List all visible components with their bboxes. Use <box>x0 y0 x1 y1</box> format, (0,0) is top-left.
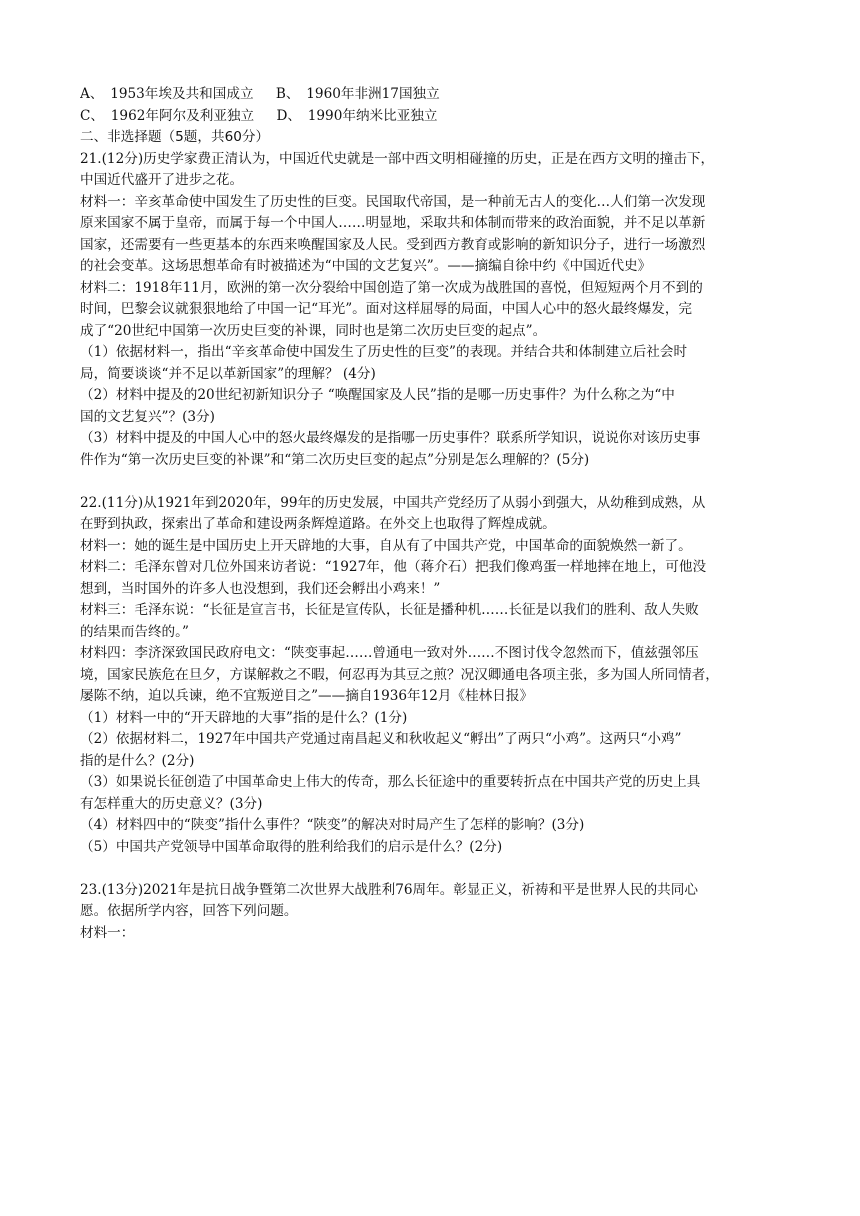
q22-intro-line: 22.(11分)从1921年到2020年，99年的历史发展，中国共产党经历了从弱小到强大，从幼稚到成熟，从 <box>80 494 706 511</box>
q21-material1-line: 国家，还需要有一些更基本的东西来唤醒国家及人民。受到西方教育或影响的新知识分子，进行一场激烈 <box>80 236 706 253</box>
q22-question-line: （2）依据材料二，1927年中国共产党通过南昌起义和秋收起义“孵出”了两只“小鸡”。这两只“小鸡” <box>80 731 682 747</box>
q21-question-line: （3）材料中提及的中国人心中的怒火最终爆发的是指哪一历史事件？联系所学知识，说说你对该历史事 <box>80 430 701 446</box>
exam-page <box>80 84 780 944</box>
q22-question-line: （4）材料四中的“陕变”指什么事件？“陕变”的解决对时局产生了怎样的影响？(3分) <box>80 817 585 833</box>
q23-material1-label: 材料一： <box>80 924 135 941</box>
q21-material2-line: 时间，巴黎会议就狠狠地给了中国一记“耳光”。面对这样屈辱的局面，中国人心中的怒火最终爆发，完 <box>80 301 693 317</box>
q22-material4-line: 屡陈不纳，迫以兵谏，绝不宜叛逆目之”——摘自1936年12月《桂林日报》 <box>80 688 534 704</box>
q21-material1-line: 原来国家不属于皇帝，而属于每一个中国人……明显地，采取共和体制而带来的政治面貌，并不足以革新 <box>80 215 706 231</box>
q21-question-line: 件作为“第一次历史巨变的补课”和“第二次历史巨变的起点”分别是怎么理解的？(5分) <box>80 451 590 468</box>
option-d: D、 1990年纳米比亚独立 <box>276 107 438 124</box>
q21-intro-line: 21.(12分)历史学家费正清认为，中国近代史就是一部中西文明相碰撞的历史，正是在西方文明的撞击下， <box>80 150 715 167</box>
q21-material2-line: 成了“20世纪中国第一次历史巨变的补课，同时也是第二次历史巨变的起点”。 <box>80 322 547 339</box>
question-22 <box>80 493 780 859</box>
q21-material1-line: 材料一：辛亥革命使中国发生了历史性的巨变。民国取代帝国，是一种前无古人的变化…人们第一次发现 <box>80 193 706 210</box>
spacer <box>80 858 780 880</box>
q22-material4-line: 境，国家民族危在旦夕，方谋解救之不暇，何忍再为其豆之煎？况汉卿通电各项主张，多为国人所同情者， <box>80 666 719 683</box>
options-row-2 <box>80 106 780 128</box>
q22-question-line: （1）材料一中的“开天辟地的大事”指的是什么？(1分) <box>80 709 408 726</box>
q22-material4-line: 材料四：李济深致国民政府电文：“陕变事起……曾通电一致对外……不图讨伐令忽然而下，值兹强邻压 <box>80 645 699 661</box>
q22-material1-line: 材料一：她的诞生是中国历史上开天辟地的大事，自从有了中国共产党，中国革命的面貌焕然一新了。 <box>80 537 692 554</box>
q21-question-line: 国的文艺复兴”？(3分) <box>80 408 215 425</box>
q22-question-line: （3）如果说长征创造了中国革命史上伟大的传奇，那么长征途中的重要转折点在中国共产党的历史上具 <box>80 774 701 790</box>
q22-intro-line: 在野到执政，探索出了革命和建设两条辉煌道路。在外交上也取得了辉煌成就。 <box>80 516 556 532</box>
option-b: B、 1960年非洲17国独立 <box>275 86 440 102</box>
question-23 <box>80 880 780 945</box>
option-c: C、 1962年阿尔及利亚独立 <box>80 107 255 124</box>
spacer <box>80 471 780 493</box>
q21-material2-line: 材料二：1918年11月，欧洲的第一次分裂给中国创造了第一次成为战胜国的喜悦，但短短两个月不到的 <box>80 279 703 296</box>
q21-material1-line: 的社会变革。这场思想革命有时被描述为“中国的文艺复兴”。——摘编自徐中约《中国近代史》 <box>80 258 652 274</box>
q22-question-line: 有怎样重大的历史意义？(3分) <box>80 795 263 812</box>
q22-material3-line: 材料三：毛泽东说：“长征是宣言书，长征是宣传队，长征是播种机……长征是以我们的胜利、敌人失败 <box>80 602 699 618</box>
q21-question-line: 局，简要谈谈“并不足以革新国家”的理解？ (4分) <box>80 365 376 382</box>
q23-intro-line: 23.(13分)2021年是抗日战争暨第二次世界大战胜利76周年。彰显正义，祈祷和平是世界人民的共同心 <box>80 881 698 898</box>
section-title: 二、非选择题（5题，共60分） <box>80 129 270 145</box>
q23-intro-line: 愿。依据所学内容，回答下列问题。 <box>80 903 298 919</box>
q21-intro-line: 中国近代盛开了进步之花。 <box>80 172 244 188</box>
options-row-1 <box>80 84 780 106</box>
q22-question-line: （5）中国共产党领导中国革命取得的胜利给我们的启示是什么？(2分) <box>80 838 503 855</box>
q22-question-line: 指的是什么？(2分) <box>80 752 195 769</box>
question-21 <box>80 149 780 472</box>
q21-question-line: （2）材料中提及的20世纪初新知识分子 “唤醒国家及人民”指的是哪一历史事件？为什么称之为“中 <box>80 387 675 403</box>
q22-material2-line: 材料二：毛泽东曾对几位外国来访者说：“1927年，他（蒋介石）把我们像鸡蛋一样地摔在地上，可他没 <box>80 559 707 575</box>
q22-material3-line: 的结果而告终的。” <box>80 623 189 640</box>
q22-material2-line: 想到，当时国外的许多人也没想到，我们还会孵出小鸡来！” <box>80 580 441 597</box>
q21-question-line: （1）依据材料一，指出“辛亥革命使中国发生了历史性的巨变”的表现。并结合共和体制建立后社会时 <box>80 344 688 360</box>
option-a: A、 1953年埃及共和国成立 <box>80 86 254 102</box>
